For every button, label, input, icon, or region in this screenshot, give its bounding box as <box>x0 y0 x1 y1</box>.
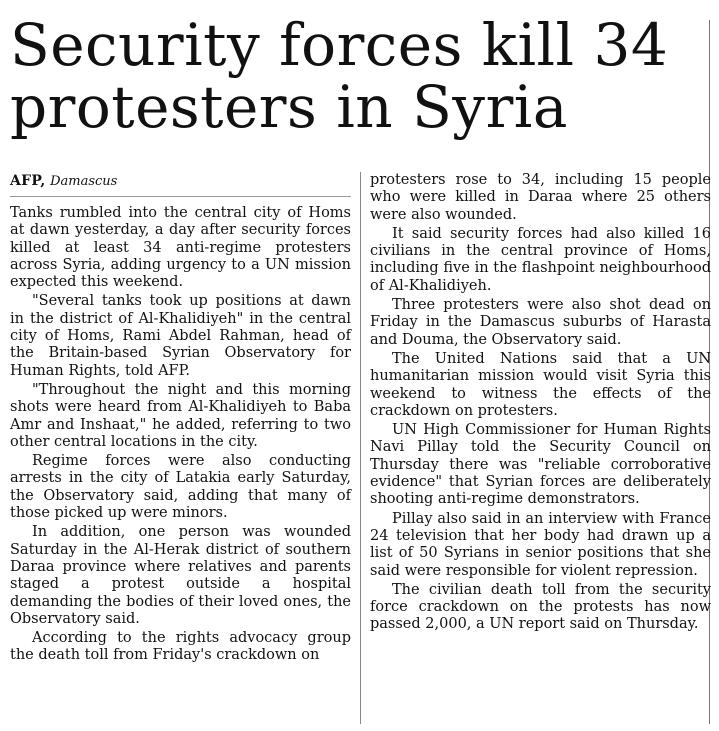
paragraph: The civilian death toll from the security force crackdown on the protests has now passed 2,000, a UN report said on Thursday. <box>370 581 711 633</box>
paragraph: Regime forces were also conducting arrests in the city of Latakia early Saturday, the Observatory said, adding that many of those picked up were minors. <box>10 453 351 522</box>
article-column-left <box>10 205 351 667</box>
byline-divider <box>10 196 351 197</box>
paragraph: "Several tanks took up positions at dawn in the district of Al-Khalidiyeh" in the central city of Homs, Rami Abdel Rahman, head of the Britain-based Syrian Observatory for Human Rights, told AFP. <box>10 293 351 379</box>
paragraph: In addition, one person was wounded Saturday in the Al-Herak district of southern Daraa province where relatives and parents staged a protest outside a hospital demanding the bodies of their loved ones, the Observatory said. <box>10 524 351 627</box>
paragraph: It said security forces had also killed 16 civilians in the central province of Homs, including five in the flashpoint neighbourhood of Al-Khalidiyeh. <box>370 225 711 294</box>
byline-place: Damascus <box>50 174 118 189</box>
article-column-right <box>370 172 711 636</box>
paragraph: protesters rose to 34, including 15 people who were killed in Daraa where 25 others were also wounded. <box>370 172 711 223</box>
paragraph: According to the rights advocacy group the death toll from Friday's crackdown on <box>10 630 351 664</box>
paragraph: "Throughout the night and this morning shots were heard from Al-Khalidiyeh to Baba Amr and Inshaat," he added, referring to two other central locations in the city. <box>10 381 351 450</box>
paragraph: Tanks rumbled into the central city of Homs at dawn yesterday, a day after security forces killed at least 34 anti-regime protesters across Syria, adding urgency to a UN mission expected this weekend. <box>10 205 351 291</box>
paragraph: UN High Commissioner for Human Rights Navi Pillay told the Security Council on Thursday there was "reliable corroborative evidence" that Syrian forces are deliberately shooting anti-regime demonstrators. <box>370 422 711 508</box>
byline-agency: AFP, <box>10 173 46 189</box>
paragraph: Three protesters were also shot dead on Friday in the Damascus suburbs of Harasta and Douma, the Observatory said. <box>370 297 711 348</box>
paragraph: Pillay also said in an interview with France 24 television that her body had drawn up a list of 50 Syrians in senior positions that she said were responsible for violent repression. <box>370 510 711 579</box>
headline: Security forces kill 34 protesters in Syria <box>10 11 669 141</box>
byline <box>10 172 117 191</box>
paragraph: The United Nations said that a UN humanitarian mission would visit Syria this weekend to witness the effects of the crackdown on protesters. <box>370 350 711 419</box>
column-divider <box>360 172 361 724</box>
